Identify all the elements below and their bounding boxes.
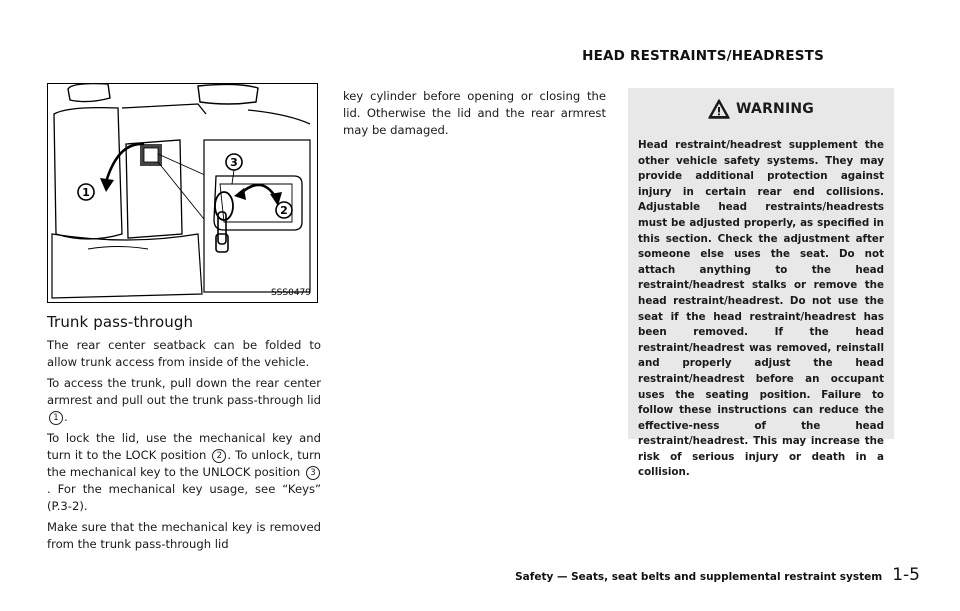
- warning-title: WARNING: [736, 101, 814, 117]
- warning-triangle-icon: [708, 99, 730, 119]
- warning-header: [638, 98, 884, 120]
- callout-3: [226, 154, 242, 170]
- trunk-pass-through-illustration: [47, 83, 318, 303]
- callout-2: [276, 202, 292, 218]
- callout-1: [78, 184, 94, 200]
- callout-2-label: 2: [280, 204, 288, 217]
- page-footer: [515, 565, 920, 585]
- paragraph-3: To lock the lid, use the mechanical key and turn it to the LOCK position 2 . To unlock, turn the mechanical key to the UNLOCK position 3. For the mechanical key usage, see “Keys” (P.3-2).: [47, 431, 321, 513]
- section-title: HEAD RESTRAINTS/HEADRESTS: [582, 48, 824, 64]
- warning-text: Head restraint/headrest supplement the other vehicle safety systems. They may provide additional protection against injury in certain rear end collisions. Adjustable head restraints/headrests must be adjusted properly, as specified in this section. Check the adjustment after someone else uses the seat. Do not attach anything to the head restraint/headrest stalks or remove the head restraint/headrest. Do not use the seat if the head restraint/headrest has been removed. If the head restraint/headrest was removed, reinstall and properly adjust the head restraint/headrest before an occupant uses the seating position. Failure to follow these instructions can reduce the effective-ness of the head restraint/headrest. This may increase the risk of serious injury or death in a collision.: [638, 139, 884, 479]
- left-column: [47, 313, 321, 557]
- chapter-title: Safety — Seats, seat belts and supplemental restraint system: [515, 571, 883, 583]
- circled-marker-3: 3: [306, 466, 320, 480]
- paragraph-continued: key cylinder before opening or closing the lid. Otherwise the lid and the rear armrest may be damaged.: [343, 89, 606, 137]
- subheading: Trunk pass-through: [47, 313, 194, 331]
- circled-marker-1: 1: [49, 411, 63, 425]
- paragraph-4: Make sure that the mechanical key is removed from the trunk pass-through lid: [47, 520, 321, 551]
- figure-code: SSS0479: [270, 288, 311, 298]
- paragraph-2: To access the trunk, pull down the rear center armrest and pull out the trunk pass-through lid 1 .: [47, 376, 321, 424]
- circled-marker-2: 2: [212, 449, 226, 463]
- middle-column: [343, 88, 606, 143]
- seat-diagram: [48, 84, 316, 301]
- page-number: 1-5: [892, 565, 920, 585]
- callout-1-label: 1: [82, 186, 90, 199]
- warning-box: [628, 88, 894, 479]
- paragraph-1: The rear center seatback can be folded to allow trunk access from inside of the vehicle.: [47, 338, 321, 369]
- callout-3-label: 3: [230, 156, 238, 169]
